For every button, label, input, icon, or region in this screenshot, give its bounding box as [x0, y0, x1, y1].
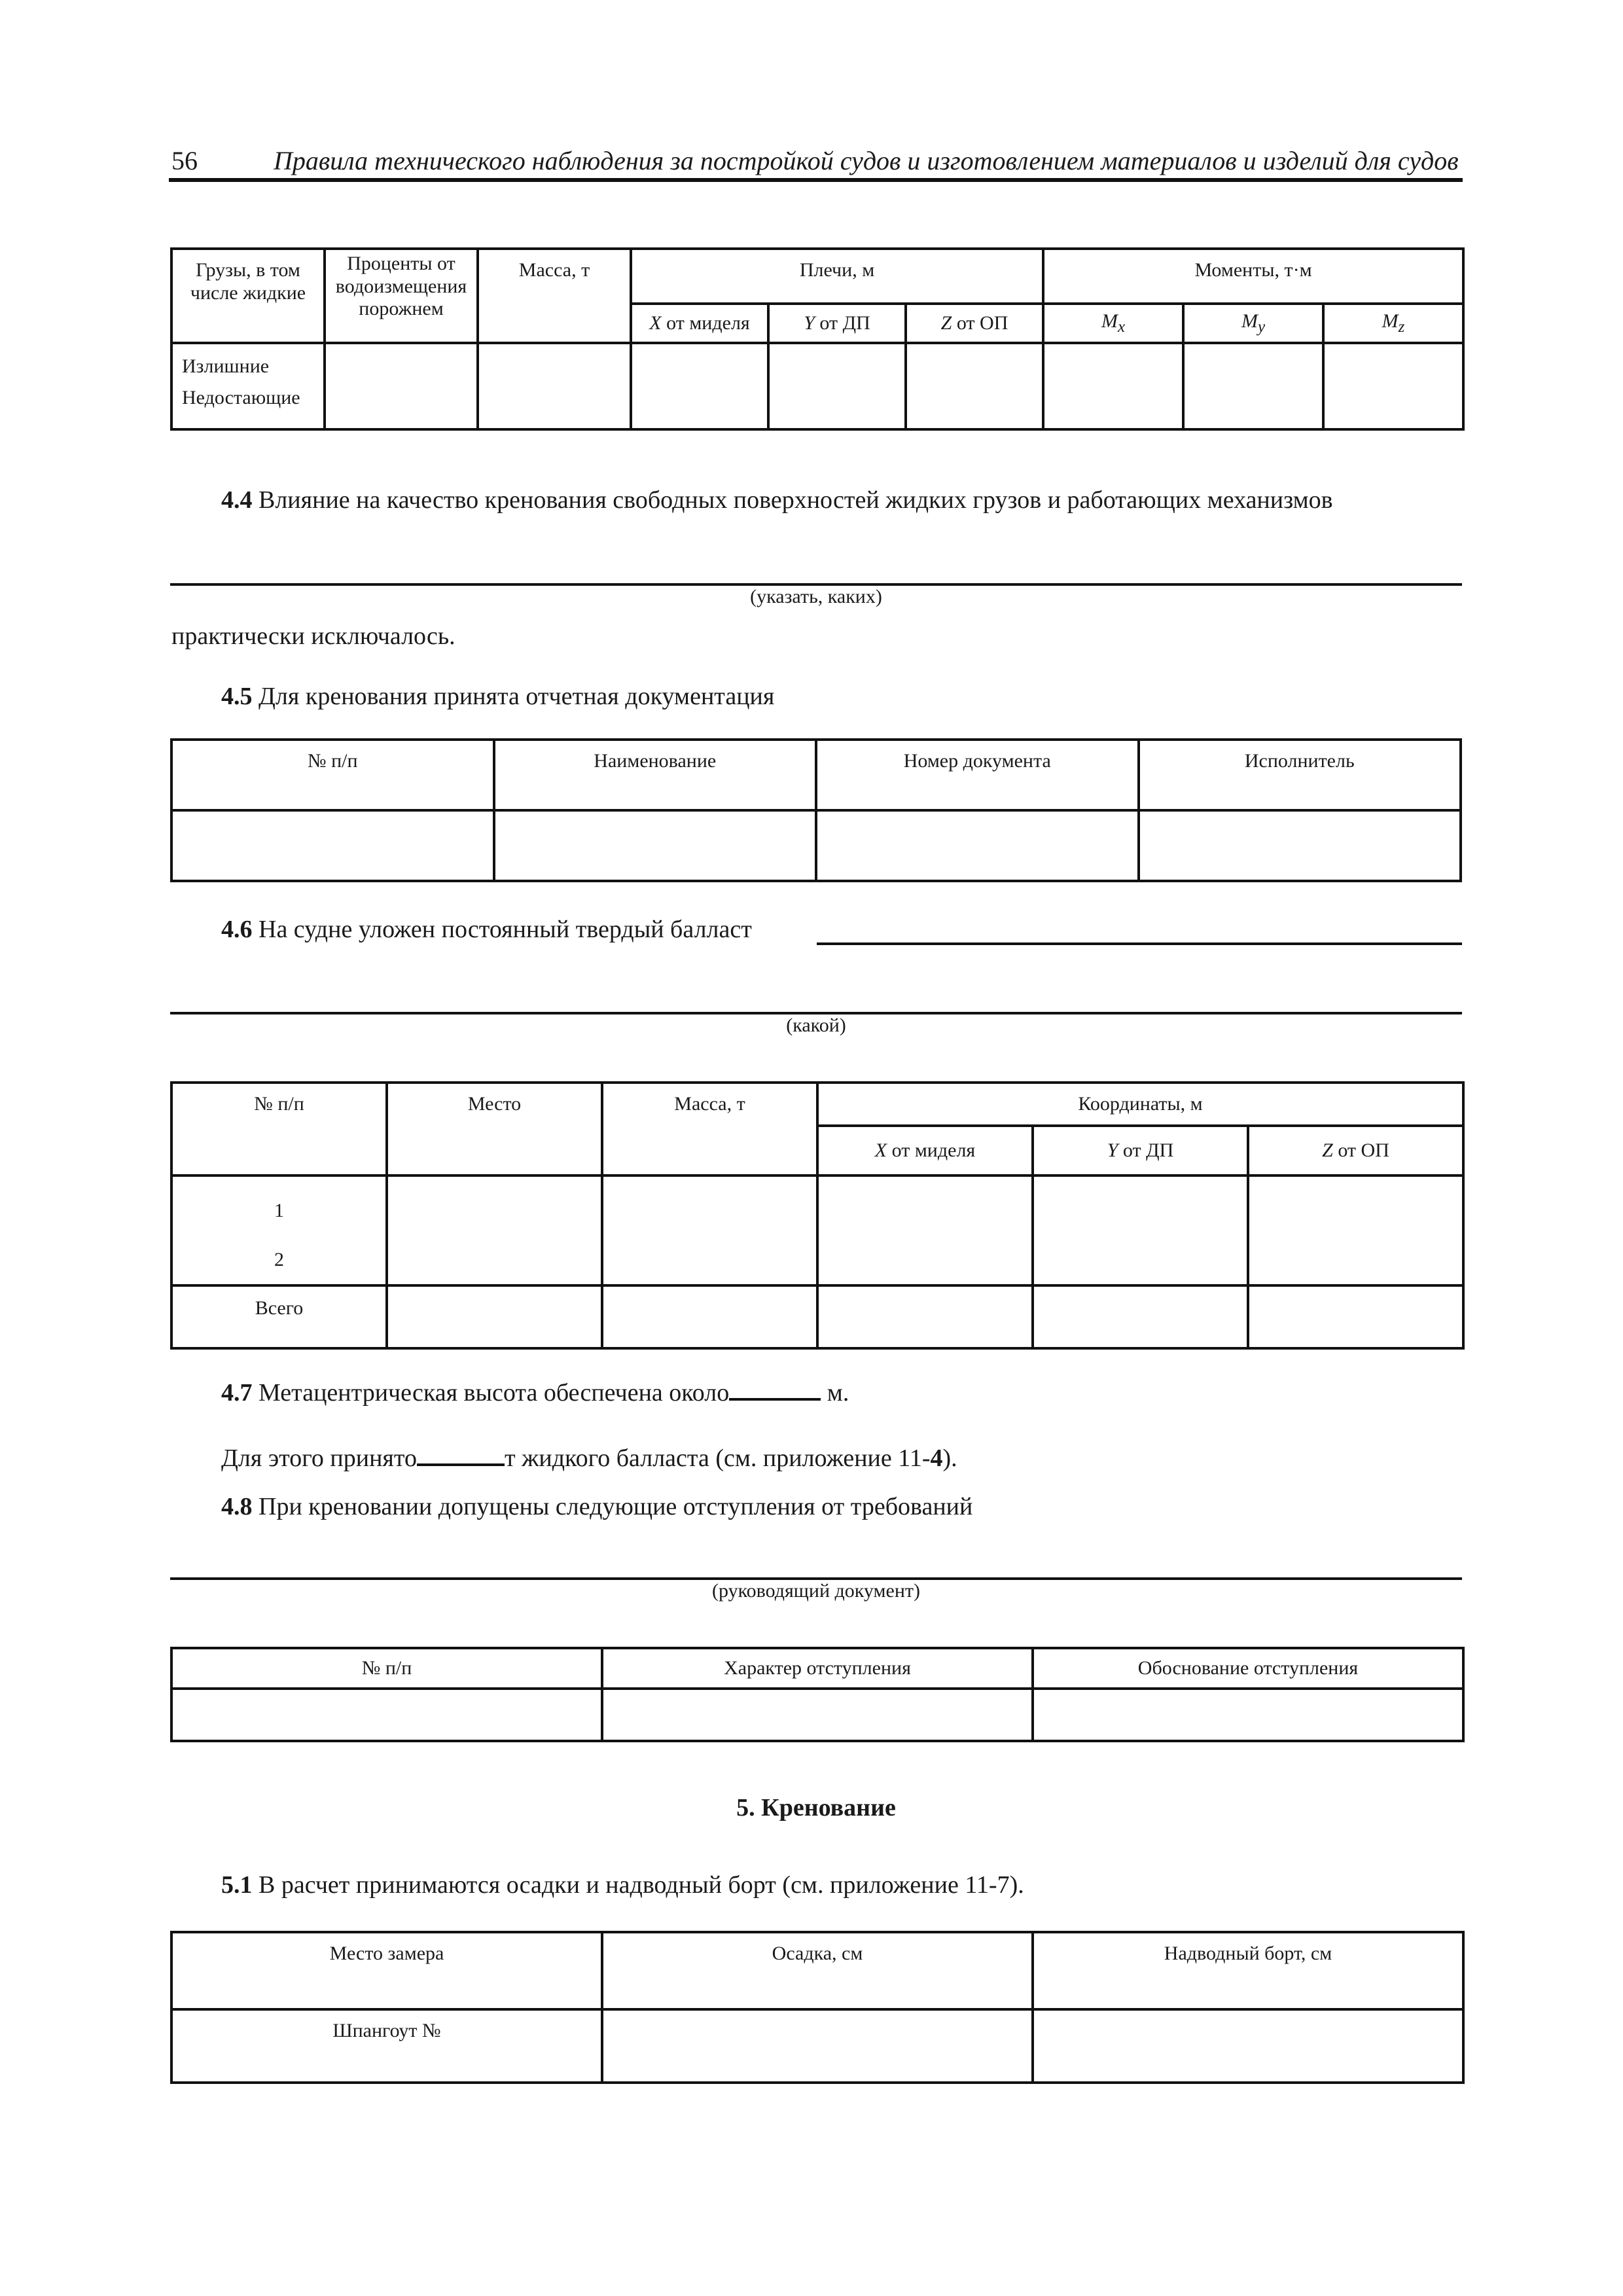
ballast-line [221, 1443, 957, 1473]
section-4-7 [221, 1377, 849, 1407]
frame-label: Шпангоут № [171, 2009, 602, 2083]
table-cell[interactable] [816, 810, 1139, 881]
cargo-header: Грузы, в том числе жидкие [171, 249, 325, 343]
moments-header: Моменты, т·м [1043, 249, 1463, 304]
row-1: 1 [274, 1200, 284, 1221]
section-text: Метацентрическая высота обеспечена около [252, 1379, 730, 1407]
ballast-appendix-num: 4 [930, 1444, 943, 1472]
doc-number-header: Номер документа [816, 740, 1139, 810]
section-number: 4.7 [221, 1379, 253, 1407]
num-header: № п/п [171, 1083, 387, 1175]
table-cell[interactable] [1033, 1689, 1463, 1741]
section-number: 4.6 [221, 916, 253, 943]
table-cell[interactable] [1139, 810, 1461, 881]
x-midship-header: X от миделя [817, 1126, 1033, 1175]
ballast-text-a: Для этого принято [221, 1444, 418, 1472]
num-header: № п/п [171, 1648, 602, 1689]
table-cell[interactable] [387, 1175, 602, 1285]
section-text: При креновании допущены следующие отступления от требований [252, 1493, 973, 1520]
percent-header: Проценты от водоизмещения порожнем [325, 249, 478, 343]
section-4-4 [221, 486, 1333, 514]
z-op-header: Z от ОП [906, 304, 1043, 343]
place-header: Место [387, 1083, 602, 1175]
table-cell[interactable] [768, 343, 906, 429]
table-cell[interactable] [1033, 2009, 1463, 2083]
page-number: 56 [171, 146, 198, 175]
y-dp-header: Y от ДП [768, 304, 906, 343]
section-4-5 [221, 682, 774, 711]
mass-header: Масса, т [602, 1083, 817, 1175]
section-4-8 [221, 1492, 972, 1521]
my-header: $M_y$ [1183, 304, 1323, 343]
section-number: 4.4 [221, 486, 253, 514]
table-cell[interactable] [478, 343, 631, 429]
table-cell[interactable] [1183, 343, 1323, 429]
executor-header: Исполнитель [1139, 740, 1461, 810]
continuation-4-4: практически исключалось. [171, 622, 455, 650]
drafts-table [170, 1931, 1465, 2084]
row-excess: Излишние [182, 355, 270, 377]
section-number: 4.5 [221, 683, 253, 710]
table-cell[interactable] [817, 1285, 1033, 1348]
table-cell[interactable] [1248, 1285, 1463, 1348]
z-op-header: Z от ОП [1248, 1126, 1463, 1175]
section-number: 5.1 [221, 1871, 253, 1899]
unit-m: м. [821, 1379, 849, 1407]
row-total: Всего [171, 1285, 387, 1348]
rows-num-cell [171, 1175, 387, 1285]
deviation-reason-header: Обоснование отступления [1033, 1648, 1463, 1689]
section-5-1 [221, 1871, 1024, 1899]
mass-header: Масса, т [478, 249, 631, 343]
table-cell[interactable] [171, 810, 494, 881]
loads-table [170, 247, 1465, 431]
table-cell[interactable] [1033, 1175, 1248, 1285]
ballast-text-b: т жидкого балласта (см. приложение 11- [505, 1444, 931, 1472]
arms-header: Плечи, м [631, 249, 1043, 304]
documentation-table [170, 738, 1462, 882]
coords-header: Координаты, м [817, 1083, 1463, 1126]
caption-4-6: (какой) [786, 1014, 846, 1036]
row-2: 2 [274, 1249, 284, 1270]
table-cell[interactable] [494, 810, 817, 881]
name-header: Наименование [494, 740, 817, 810]
table-cell[interactable] [817, 1175, 1033, 1285]
table-cell[interactable] [387, 1285, 602, 1348]
table-cell[interactable] [1033, 1285, 1248, 1348]
table-cell[interactable] [1043, 343, 1183, 429]
table-cell[interactable] [325, 343, 478, 429]
section-5-title: 5. Кренование [736, 1794, 896, 1821]
caption-4-8: (руководящий документ) [712, 1580, 920, 1602]
table-cell[interactable] [1248, 1175, 1463, 1285]
running-title: Правила технического наблюдения за постройкой судов и изготовлением материалов и изделий для судов [274, 146, 1459, 175]
table-cell[interactable] [602, 1175, 817, 1285]
section-number: 4.8 [221, 1493, 253, 1520]
table-cell[interactable] [1323, 343, 1463, 429]
ballast-table [170, 1081, 1465, 1350]
table-cell[interactable] [602, 1285, 817, 1348]
ballast-text-c: ). [942, 1444, 957, 1472]
row-missing: Недостающие [182, 387, 300, 408]
caption-4-4: (указать, каких) [750, 586, 882, 607]
table-cell[interactable] [631, 343, 768, 429]
num-header: № п/п [171, 740, 494, 810]
section-text: В расчет принимаются осадки и надводный борт (см. приложение 11-7). [252, 1871, 1024, 1899]
ballast-fill-field[interactable] [417, 1443, 505, 1466]
section-text: Для кренования принята отчетная документация [252, 683, 775, 710]
excess-missing-cell [171, 343, 325, 429]
freeboard-header: Надводный борт, см [1033, 1932, 1463, 2009]
table-cell[interactable] [602, 2009, 1033, 2083]
gm-fill-field[interactable] [729, 1377, 821, 1401]
mz-header: $M_z$ [1323, 304, 1463, 343]
section-text: Влияние на качество кренования свободных поверхностей жидких грузов и работающих механизмов [252, 486, 1333, 514]
y-dp-header: Y от ДП [1033, 1126, 1248, 1175]
section-text: На судне уложен постоянный твердый балласт [252, 916, 752, 943]
table-cell[interactable] [906, 343, 1043, 429]
measure-place-header: Место замера [171, 1932, 602, 2009]
fill-line-4-6a[interactable] [817, 942, 1462, 945]
draft-header: Осадка, см [602, 1932, 1033, 2009]
x-midship-header: X от миделя [631, 304, 768, 343]
mx-header: $M_x$ [1043, 304, 1183, 343]
table-cell[interactable] [602, 1689, 1033, 1741]
table-cell[interactable] [171, 1689, 602, 1741]
header-rule [169, 178, 1463, 182]
section-4-6 [221, 915, 752, 944]
deviation-nature-header: Характер отступления [602, 1648, 1033, 1689]
deviations-table [170, 1647, 1465, 1742]
